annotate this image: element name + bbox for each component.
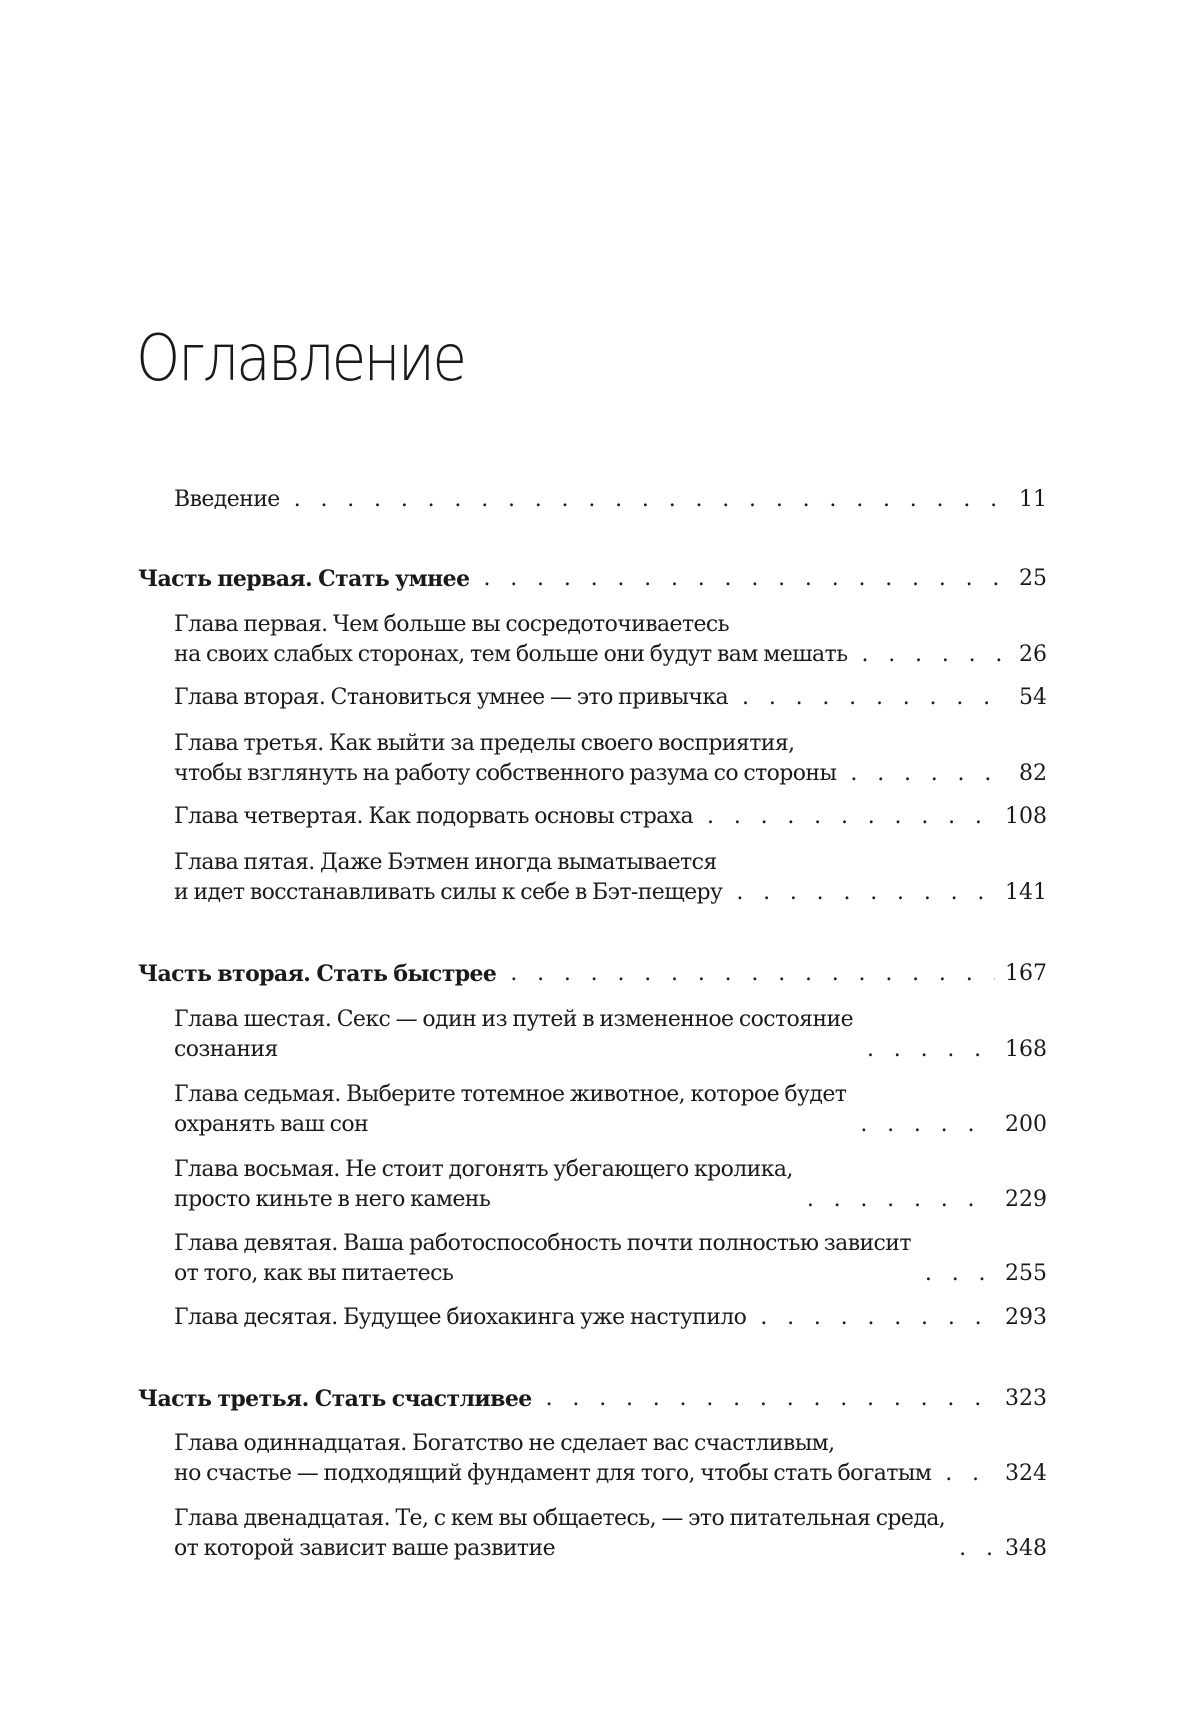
dot-leader	[760, 1303, 995, 1333]
dot-leader	[707, 802, 995, 832]
dot-leader	[546, 1384, 995, 1414]
toc-entry-label: Введение	[174, 487, 280, 512]
toc-page-number: 11	[1019, 487, 1047, 512]
toc-chapter-8[interactable]	[174, 1155, 1047, 1215]
toc-page-number: 26	[1019, 642, 1047, 667]
toc-page-number: 141	[1005, 880, 1047, 905]
dot-leader	[483, 564, 1009, 594]
toc-chapter-line: от того, как вы питаетесь	[174, 1261, 454, 1286]
toc-chapter-4[interactable]	[174, 802, 1047, 832]
toc-chapter-line: Глава шестая. Секс — один из путей в измененное состояние	[174, 1007, 853, 1032]
toc-chapter-line: Глава двенадцатая. Те, с кем вы общаетесь, — это питательная среда,	[174, 1506, 946, 1531]
page-title: Оглавление	[136, 322, 465, 396]
toc-chapter-line: Глава первая. Чем больше вы сосредоточиваетесь	[174, 612, 730, 637]
toc-chapter-7[interactable]	[174, 1080, 1047, 1140]
toc-chapter-10[interactable]	[174, 1303, 1047, 1333]
toc-chapter-line: Глава четвертая. Как подорвать основы страха	[174, 804, 694, 829]
toc-chapter-line: охранять ваш сон	[174, 1112, 369, 1137]
toc-chapter-line: от которой зависит ваше развитие	[174, 1536, 555, 1561]
toc-chapter-line: Глава десятая. Будущее биохакинга уже наступило	[174, 1305, 747, 1330]
toc-page-number: 54	[1019, 685, 1047, 710]
toc-chapter-line: Глава одиннадцатая. Богатство не сделает вас счастливым,	[174, 1431, 835, 1456]
toc-part-label: Часть вторая. Стать быстрее	[138, 961, 497, 987]
toc-chapter-line: Глава девятая. Ваша работоспособность почти полностью зависит	[174, 1231, 911, 1256]
toc-chapter-line: сознания	[174, 1037, 278, 1062]
toc-chapter-line: Глава вторая. Становиться умнее — это привычка	[174, 685, 729, 710]
dot-leader	[807, 1185, 995, 1215]
toc-chapter-line: чтобы взглянуть на работу собственного разума со стороны	[174, 761, 837, 786]
toc-page-number: 200	[1005, 1112, 1047, 1137]
toc-page-number: 167	[1005, 961, 1047, 986]
toc-chapter-11[interactable]	[174, 1429, 1047, 1489]
toc-part-2[interactable]	[138, 959, 1047, 989]
toc-page-number: 324	[1005, 1461, 1047, 1486]
toc-page-number: 323	[1005, 1386, 1047, 1411]
toc-chapter-2[interactable]	[174, 683, 1047, 713]
toc-chapter-6[interactable]	[174, 1005, 1047, 1065]
dot-leader	[742, 683, 1009, 713]
toc-chapter-line: Глава третья. Как выйти за пределы своего восприятия,	[174, 731, 795, 756]
toc-chapter-12[interactable]	[174, 1504, 1047, 1564]
toc-page-number: 82	[1019, 761, 1047, 786]
toc-part-label: Часть третья. Стать счастливее	[138, 1386, 532, 1412]
toc-part-label: Часть первая. Стать умнее	[138, 566, 470, 592]
toc-chapter-line: Глава восьмая. Не стоит догонять убегающего кролика,	[174, 1157, 793, 1182]
toc-page-number: 293	[1005, 1305, 1047, 1330]
toc-chapter-line: Глава пятая. Даже Бэтмен иногда выматывается	[174, 850, 717, 875]
toc-chapter-line: и идет восстанавливать силы к себе в Бэт-пещеру	[174, 880, 723, 905]
dot-leader	[860, 1110, 995, 1140]
dot-leader	[850, 759, 1009, 789]
toc-chapter-line: на своих слабых сторонах, тем больше они будут вам мешать	[174, 642, 848, 667]
toc-chapter-3[interactable]	[174, 729, 1047, 789]
toc-part-3[interactable]	[138, 1384, 1047, 1414]
toc-part-1[interactable]	[138, 564, 1047, 594]
toc-page-number: 108	[1005, 804, 1047, 829]
dot-leader	[925, 1259, 995, 1289]
dot-leader	[867, 1035, 995, 1065]
dot-leader	[510, 959, 995, 989]
toc-chapter-5[interactable]	[174, 848, 1047, 908]
toc-chapter-line: просто киньте в него камень	[174, 1187, 491, 1212]
dot-leader	[861, 640, 1009, 670]
toc-page-number: 229	[1005, 1187, 1047, 1212]
toc-chapter-9[interactable]	[174, 1229, 1047, 1289]
dot-leader	[736, 878, 995, 908]
dot-leader	[294, 485, 1009, 515]
dot-leader	[959, 1534, 995, 1564]
toc-page-number: 348	[1005, 1536, 1047, 1561]
toc-chapter-1[interactable]	[174, 610, 1047, 670]
toc-chapter-line: но счастье — подходящий фундамент для того, чтобы стать богатым	[174, 1461, 932, 1486]
toc-page-number: 25	[1019, 566, 1047, 591]
toc-page-number: 255	[1005, 1261, 1047, 1286]
toc-page-number: 168	[1005, 1037, 1047, 1062]
dot-leader	[945, 1459, 995, 1489]
toc-entry-intro[interactable]	[174, 485, 1047, 515]
toc-chapter-line: Глава седьмая. Выберите тотемное животное, которое будет	[174, 1082, 847, 1107]
